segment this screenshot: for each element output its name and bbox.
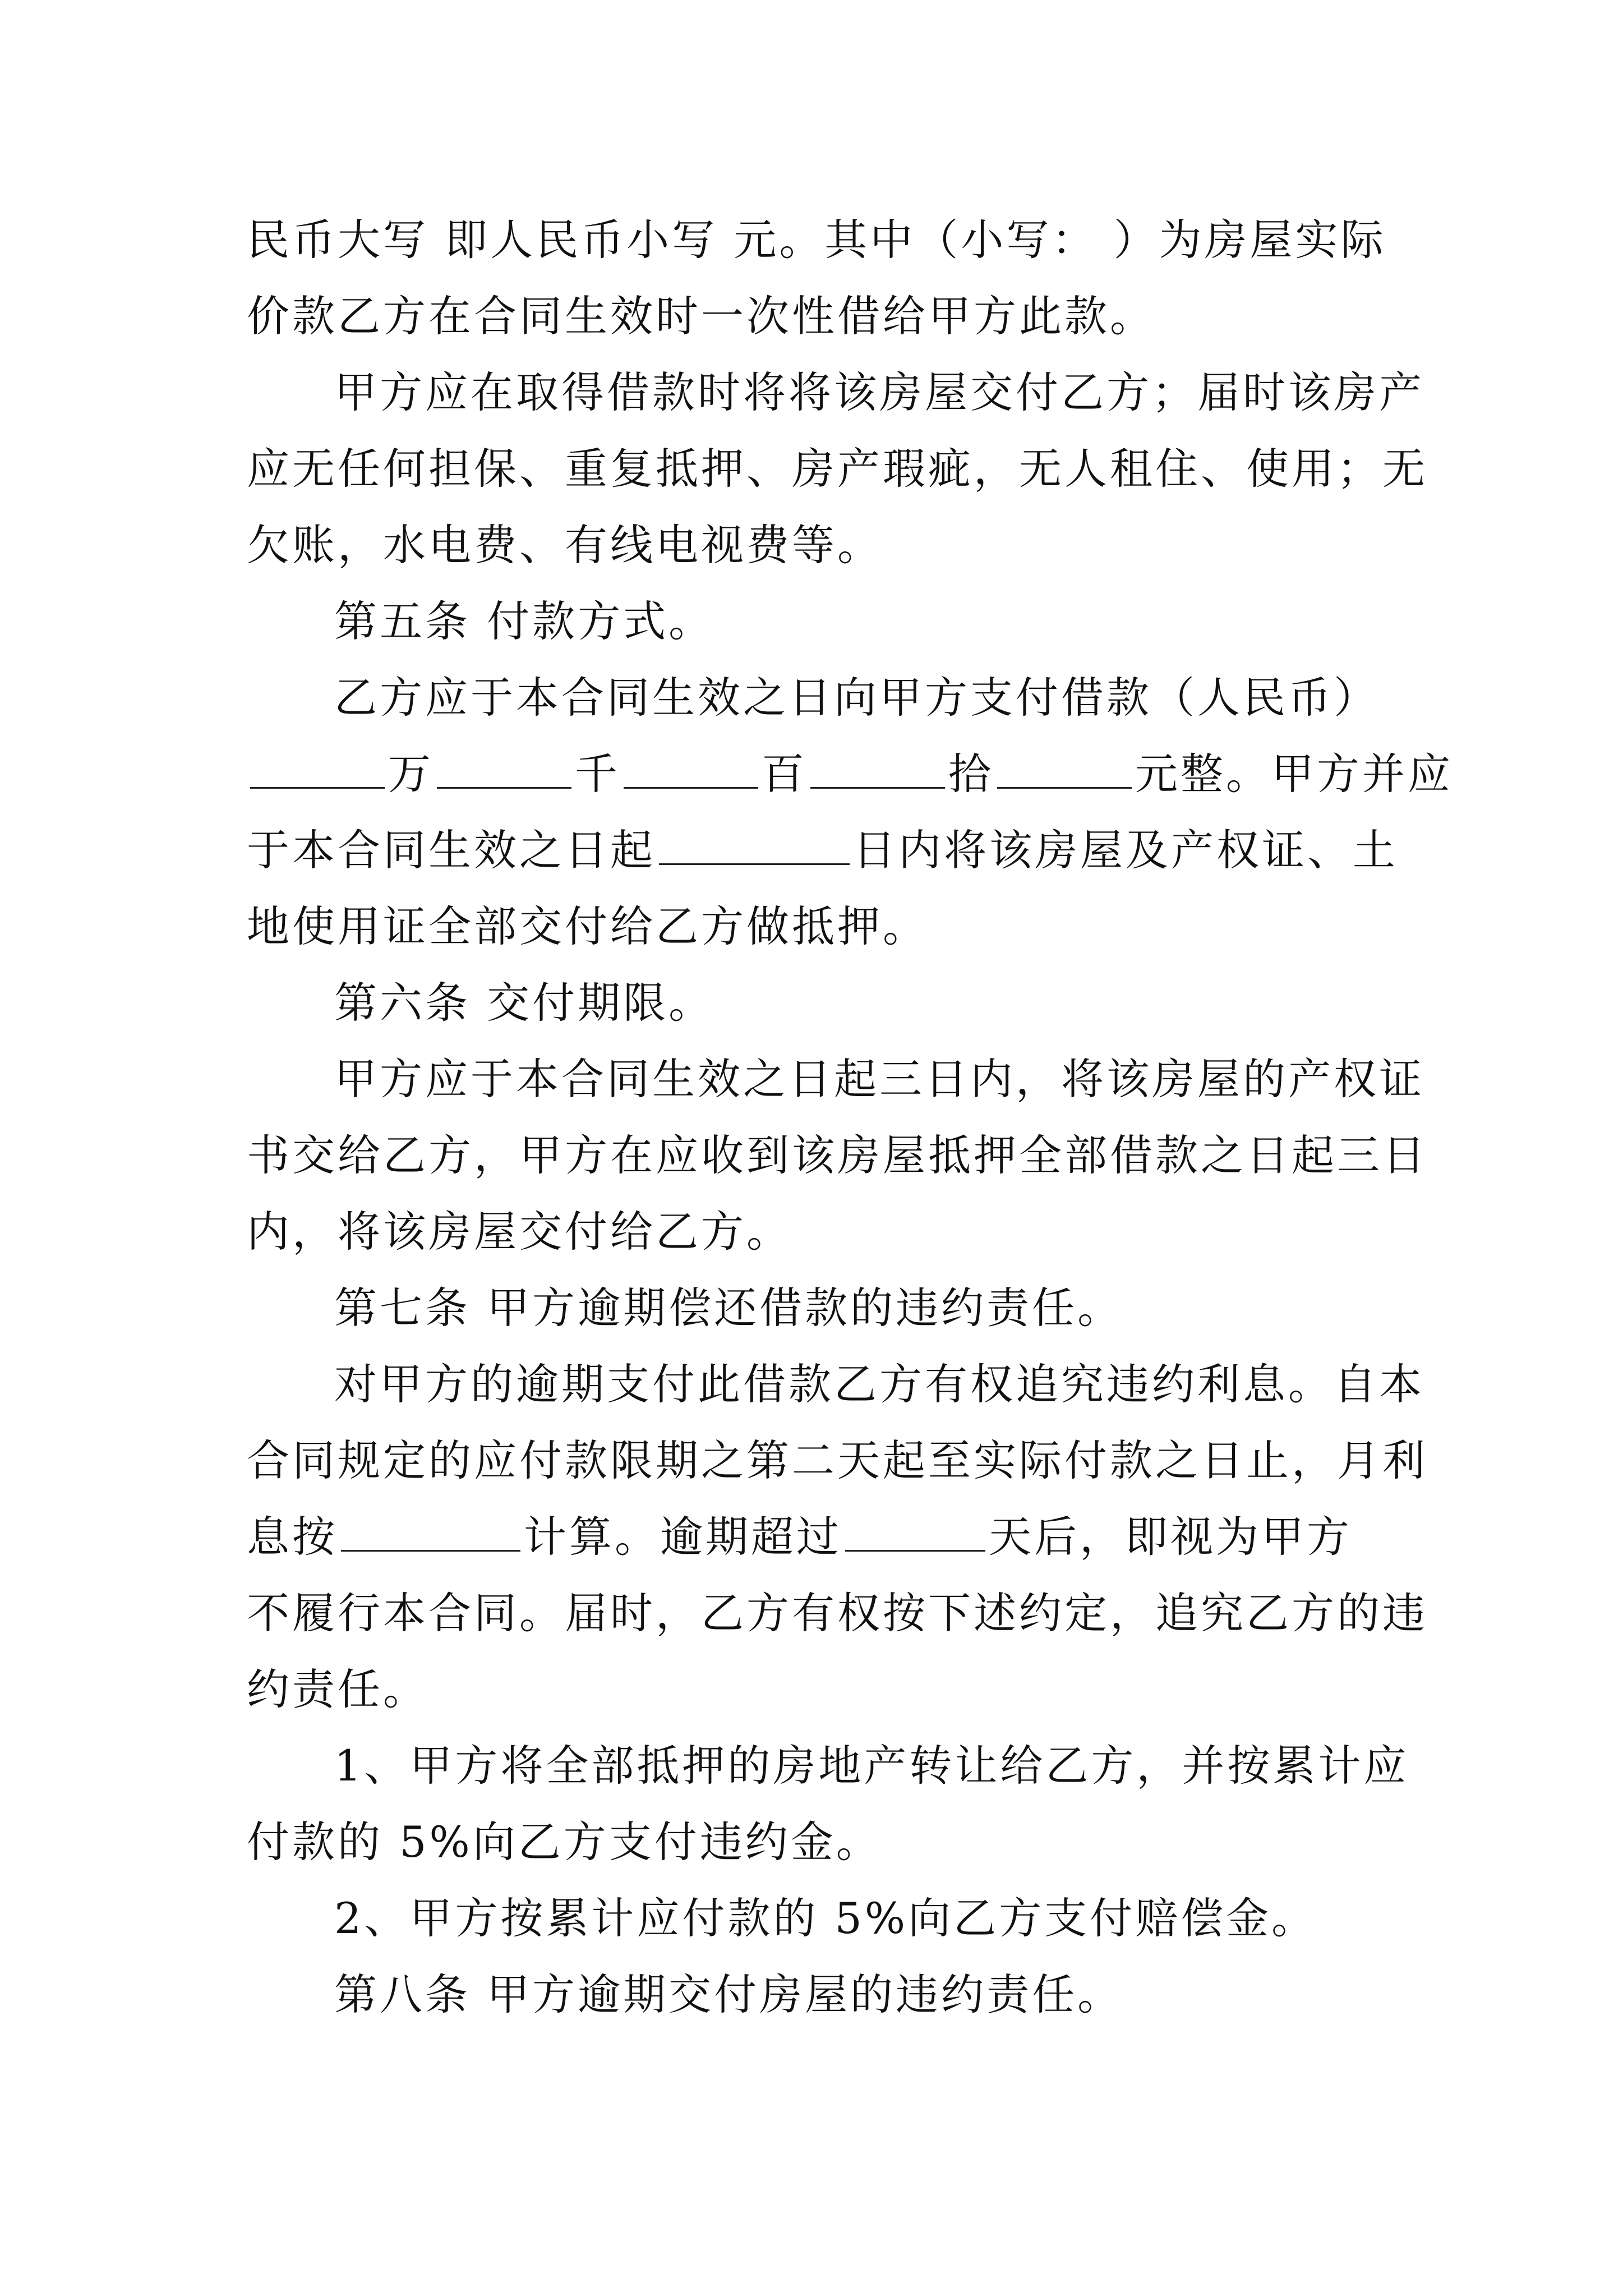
text-line: 对甲方的逾期支付此借款乙方有权追究违约利息。自本 — [334, 1359, 1424, 1409]
text-line: 民币大写 即人民币小写 元。其中（小写： ）为房屋实际 — [247, 215, 1386, 265]
text-line: 付款的 5%向乙方支付违约金。 — [247, 1817, 882, 1867]
text-line: 不履行本合同。届时，乙方有权按下述约定，追究乙方的违 — [247, 1588, 1428, 1638]
paragraph-payment — [247, 660, 1453, 965]
text-line: 书交给乙方，甲方在应收到该房屋抵押全部借款之日起三日 — [247, 1130, 1428, 1180]
paragraph-price — [247, 202, 1386, 355]
blank-field[interactable] — [250, 754, 385, 789]
blank-field[interactable] — [437, 754, 571, 789]
clause-2 — [247, 1880, 1380, 1957]
text-line: 第五条 付款方式。 — [334, 596, 714, 646]
text-line: 欠账，水电费、有线电视费等。 — [247, 520, 883, 570]
text-line: 甲方应在取得借款时将将该房屋交付乙方；届时该房产 — [334, 367, 1424, 417]
text-line: 第八条 甲方逾期交付房屋的违约责任。 — [334, 1970, 1123, 2019]
text-line: 2、甲方按累计应付款的 5%向乙方支付赔偿金。 — [334, 1893, 1317, 1943]
text-line: 第六条 交付期限。 — [334, 978, 714, 1028]
unit-shi: 拾 — [948, 749, 994, 799]
text-line: 应无任何担保、重复抵押、房产瑕疵，无人租住、使用；无 — [247, 444, 1428, 494]
text-line: 合同规定的应付款限期之第二天起至实际付款之日止，月利 — [247, 1435, 1428, 1485]
text-segment: 息按 — [247, 1512, 338, 1562]
blank-field[interactable] — [341, 1517, 520, 1552]
article-7-heading — [247, 1270, 1380, 1346]
text-segment: 计算。逾期超过 — [524, 1512, 842, 1562]
text-line: 第七条 甲方逾期偿还借款的违约责任。 — [334, 1283, 1123, 1333]
paragraph-delivery-condition — [247, 355, 1428, 583]
text-line: 地使用证全部交付给乙方做抵押。 — [247, 901, 928, 951]
text-line: 约责任。 — [247, 1664, 428, 1714]
text-line — [247, 812, 1398, 889]
article-8-heading — [247, 1957, 1380, 2033]
text-line — [247, 1499, 1380, 1575]
unit-bai: 百 — [762, 749, 807, 799]
text-line: 甲方应于本合同生效之日起三日内，将该房屋的产权证 — [334, 1054, 1424, 1104]
blank-field[interactable] — [810, 754, 945, 789]
clause-1 — [247, 1728, 1409, 1880]
text-segment: 天后，即视为甲方 — [989, 1512, 1352, 1562]
amount-line — [247, 736, 1453, 812]
article-5-heading — [247, 583, 1380, 660]
text-line: 价款乙方在合同生效时一次性借给甲方此款。 — [247, 291, 1155, 341]
paragraph-late-interest — [247, 1346, 1428, 1728]
paragraph-delivery-term — [247, 1041, 1428, 1270]
text-segment: 于本合同生效之日起 — [247, 825, 656, 875]
blank-field[interactable] — [624, 754, 758, 789]
unit-yuan-tail: 元整。甲方并应 — [1135, 749, 1453, 799]
unit-qian: 千 — [575, 749, 620, 799]
blank-field[interactable] — [997, 754, 1132, 789]
unit-wan: 万 — [388, 749, 434, 799]
text-segment: 日内将该房屋及产权证、土 — [853, 825, 1398, 875]
text-line: 内，将该房屋交付给乙方。 — [247, 1207, 792, 1257]
blank-field[interactable] — [659, 831, 850, 865]
article-6-heading — [247, 965, 1380, 1041]
text-line: 乙方应于本合同生效之日向甲方支付借款（人民币） — [334, 673, 1379, 723]
text-line: 1、甲方将全部抵押的房地产转让给乙方，并按累计应 — [334, 1741, 1409, 1791]
blank-field[interactable] — [845, 1517, 985, 1552]
contract-body — [247, 202, 1453, 2033]
